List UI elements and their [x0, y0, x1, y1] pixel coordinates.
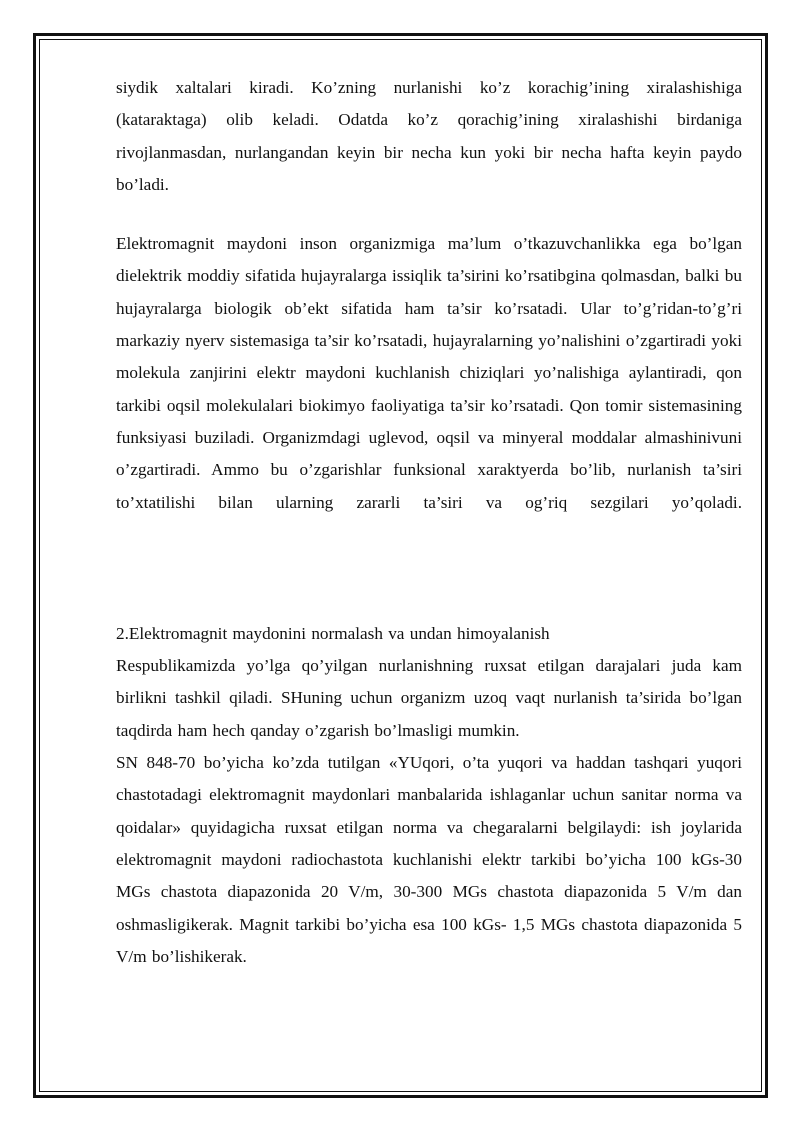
- paragraph-permissible-levels: Respublikamizda yo’lga qo’yilgan nurlanishning ruxsat etilgan darajalari juda kam birlikni tashkil qiladi. SHuning uchun organizm uzoq vaqt nurlanish ta’sirida bo’lgan taqdirda ham hech qanday o’zgarish bo’lmasligi mumkin.: [116, 656, 742, 740]
- paragraph-cataract: siydik xaltalari kiradi. Ko’zning nurlanishi ko’z korachig’ining xiralashishiga (kataraktaga) olib keladi. Odatda ko’z qorachig’ining xiralashishi birdaniga rivojlanmasdan, nurlangandan keyin bir necha kun yoki bir necha hafta keyin paydo bo’ladi.: [116, 78, 742, 194]
- paragraph-sanitary-norms: SN 848-70 bo’yicha ko’zda tutilgan «YUqori, o’ta yuqori va haddan tashqari yuqori chastotadagi elektromagnit maydonlari manbalarida ishlaganlar uchun sanitar norma va qoidalar» quyidagicha ruxsat etilgan norma va chegaralarni belgilaydi: ish joylarida elektromagnit maydoni radiochastota kuchlanishi elektr tarkibi bo’yicha 100 kGs-30 MGs chastota diapazonida 20 V/m, 30-300 MGs chastota diapazonida 5 V/m dan oshmasligikerak. Magnit tarkibi bo’yicha esa 100 kGs- 1,5 MGs chastota diapazonida 5 V/m bo’lishikerak.: [116, 753, 742, 966]
- document-body: [116, 72, 742, 973]
- paragraph-biological-effects: Elektromagnit maydoni inson organizmiga ma’lum o’tkazuvchanlikka ega bo’lgan dielektrik moddiy sifatida hujayralarga issiqlik ta’sirini ko’rsatibgina qolmasdan, balki bu hujayralarga biologik ob’ekt sifatida ham ta’sir ko’rsatadi. Ular to’g’ridan-to’g’ri markaziy nyerv sistemasiga ta’sir ko’rsatadi, hujayralarning yo’nalishini o’zgartiradi yoki molekula zanjirini elektr maydoni kuchlanish chiziqlari yo’nalishiga aylantiradi, qon tarkibi oqsil molekulalari biokimyo faoliyatiga ta’sir ko’rsatadi. Qon tomir sistemasining funksiyasi buziladi. Organizmdagi uglevod, oqsil va minyeral moddalar almashinivuni o’zgartiradi. Ammo bu o’zgarishlar funksional xaraktyerda bo’lib, nurlanish ta’siri to’xtatilishi bilan ularning zararli ta’siri va og’riq sezgilari yo’qoladi.: [116, 234, 742, 512]
- section-heading: 2.Elektromagnit maydonini normalash va undan himoyalanish: [116, 623, 550, 643]
- section-spacer: [116, 519, 742, 618]
- paragraph-spacer: [116, 201, 742, 228]
